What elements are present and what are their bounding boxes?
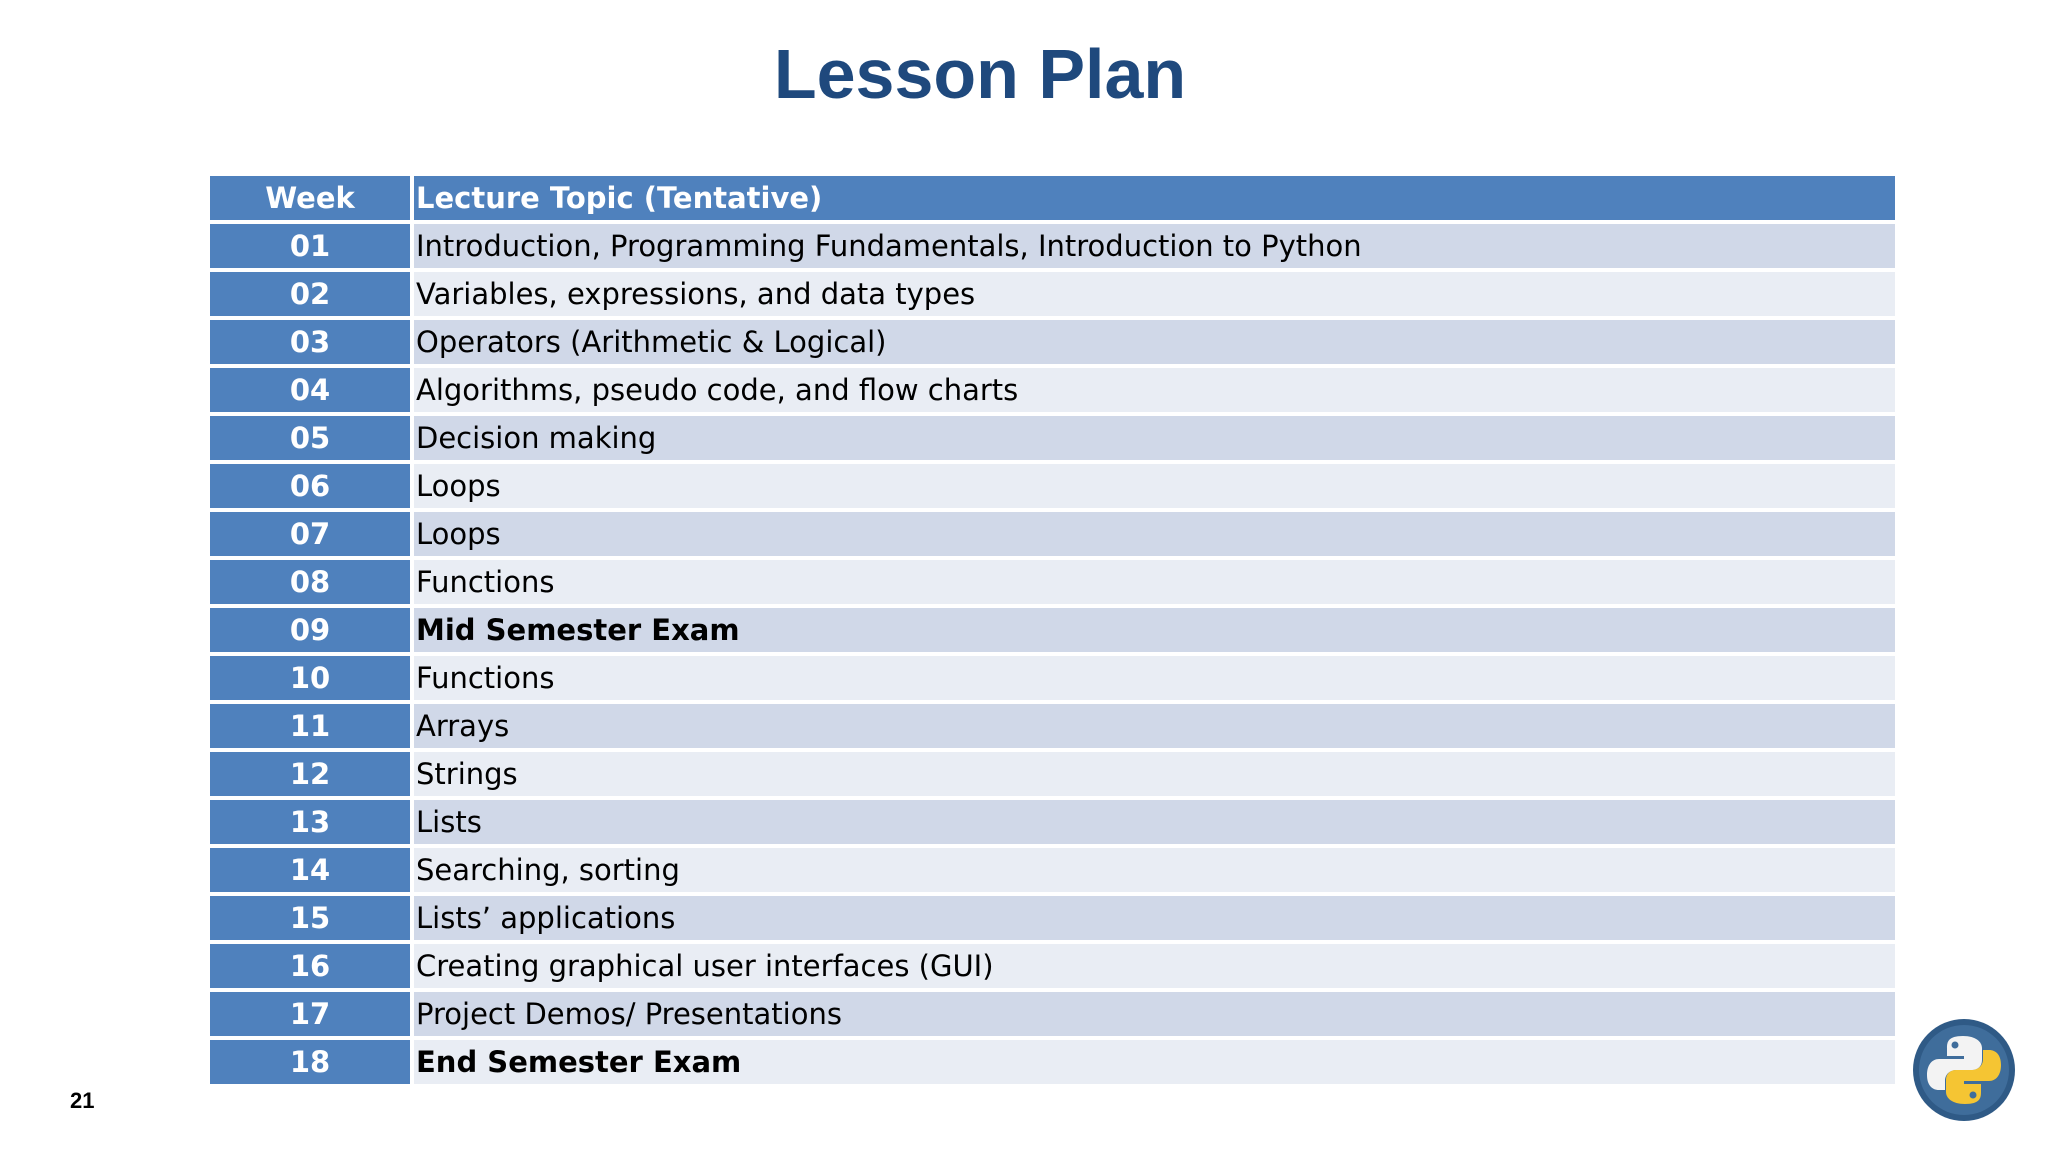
table-row <box>210 608 1895 652</box>
topic-cell: Loops <box>414 464 1895 508</box>
week-cell: 01 <box>210 224 410 268</box>
topic-cell: Operators (Arithmetic & Logical) <box>414 320 1895 364</box>
topic-cell: Loops <box>414 512 1895 556</box>
table-row <box>210 656 1895 700</box>
week-cell: 05 <box>210 416 410 460</box>
week-cell: 10 <box>210 656 410 700</box>
lesson-plan-table <box>210 176 1895 1088</box>
topic-cell: Variables, expressions, and data types <box>414 272 1895 316</box>
table-row <box>210 1040 1895 1084</box>
topic-cell: Lists’ applications <box>414 896 1895 940</box>
week-cell: 06 <box>210 464 410 508</box>
table-row <box>210 464 1895 508</box>
week-cell: 02 <box>210 272 410 316</box>
table-row <box>210 944 1895 988</box>
topic-cell: Strings <box>414 752 1895 796</box>
topic-cell: Introduction, Programming Fundamentals, Introduction to Python <box>414 224 1895 268</box>
table-row <box>210 992 1895 1036</box>
table-row <box>210 704 1895 748</box>
topic-cell: Decision making <box>414 416 1895 460</box>
topic-cell: Functions <box>414 656 1895 700</box>
table-row <box>210 848 1895 892</box>
table-body <box>210 224 1895 1084</box>
week-cell: 18 <box>210 1040 410 1084</box>
week-cell: 03 <box>210 320 410 364</box>
topic-cell: Mid Semester Exam <box>414 608 1895 652</box>
slide-title: Lesson Plan <box>773 35 1187 113</box>
topic-cell: End Semester Exam <box>414 1040 1895 1084</box>
week-cell: 15 <box>210 896 410 940</box>
table-row <box>210 224 1895 268</box>
week-cell: 08 <box>210 560 410 604</box>
topic-cell: Searching, sorting <box>414 848 1895 892</box>
week-cell: 16 <box>210 944 410 988</box>
week-cell: 17 <box>210 992 410 1036</box>
table-row <box>210 800 1895 844</box>
week-cell: 09 <box>210 608 410 652</box>
topic-cell: Lists <box>414 800 1895 844</box>
week-cell: 07 <box>210 512 410 556</box>
week-cell: 12 <box>210 752 410 796</box>
week-cell: 11 <box>210 704 410 748</box>
week-cell: 04 <box>210 368 410 412</box>
topic-cell: Project Demos/ Presentations <box>414 992 1895 1036</box>
table-row <box>210 896 1895 940</box>
topic-cell: Creating graphical user interfaces (GUI) <box>414 944 1895 988</box>
table-row <box>210 560 1895 604</box>
table-row <box>210 272 1895 316</box>
table-row <box>210 368 1895 412</box>
week-column-header: Week <box>210 176 410 220</box>
table-row <box>210 752 1895 796</box>
page-number: 21 <box>70 1088 95 1113</box>
python-logo-icon <box>1912 1018 2016 1122</box>
table-row <box>210 320 1895 364</box>
table-row <box>210 416 1895 460</box>
topic-cell: Algorithms, pseudo code, and flow charts <box>414 368 1895 412</box>
week-cell: 13 <box>210 800 410 844</box>
table-header-row <box>210 176 1895 220</box>
table-row <box>210 512 1895 556</box>
topic-column-header: Lecture Topic (Tentative) <box>414 176 1895 220</box>
topic-cell: Arrays <box>414 704 1895 748</box>
topic-cell: Functions <box>414 560 1895 604</box>
week-cell: 14 <box>210 848 410 892</box>
